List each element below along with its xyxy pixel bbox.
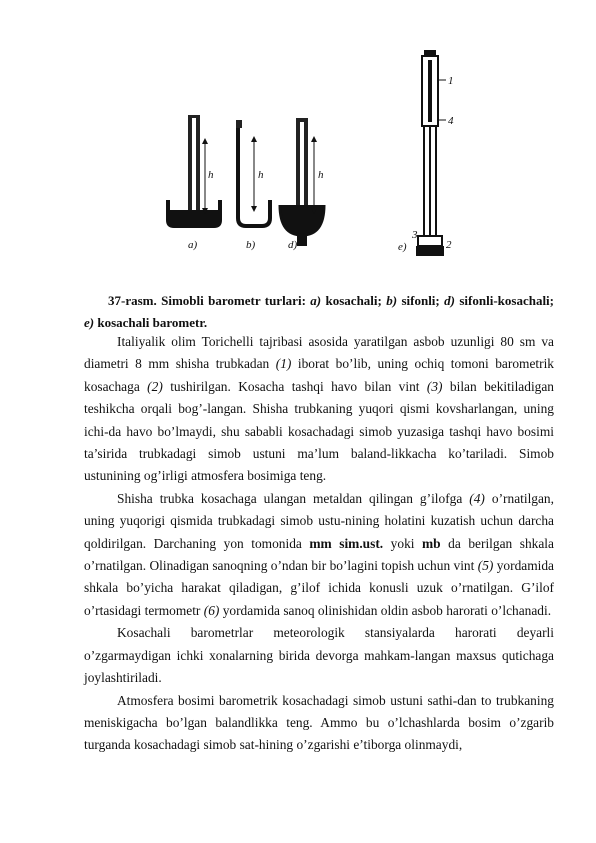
p1-text-1: Italiyalik olim Torichelli tajribasi asosida yaratilgan asbob uzunligi 80 sm va diametri 8 mm shisha trubkadan	[84, 334, 554, 372]
caption-a-text: kosachali;	[321, 293, 387, 308]
part-label-2: 2	[446, 239, 452, 251]
p4-text-1: Atmosfera bosimi barometrik kosachadagi simob ustuni sathi-dan to trubkaning meniskigacha bo’lgan balandlikka teng. Ammo bu o’lchashlarda bosim o’zgarib turganda kosachadagi simob sat-hining o’zgarishi e’tiborga olinmaydi,	[84, 692, 554, 753]
paragraph-3	[84, 622, 554, 689]
paragraph-1	[84, 331, 554, 488]
caption-d-text: sifonli-kosachali;	[454, 293, 554, 308]
part-label-4: 4	[448, 115, 454, 127]
part-label-3: 3	[412, 229, 418, 241]
p1-text-3: tushirilgan. Kosacha tashqi havo bilan vint	[162, 378, 427, 394]
label-b: b)	[246, 239, 256, 251]
label-d: d)	[288, 239, 298, 251]
p2-ref-1: (4)	[469, 490, 485, 506]
caption-e-text: kosachali barometr.	[94, 315, 208, 330]
height-label-d: h	[318, 169, 324, 181]
p2-ref-2: (5)	[477, 558, 494, 574]
body-text	[84, 331, 554, 757]
caption-e: e)	[84, 315, 95, 330]
label-a: a)	[188, 239, 198, 251]
cup-barometer-instrument-e	[398, 50, 454, 256]
p2-bold-1: mm sim.ust.	[309, 535, 384, 551]
p2-text-1: Shisha trubka kosachaga ulangan metaldan qilingan g’ilofga	[117, 490, 470, 506]
p2-text-4: da berilgan shkala o’rnatilgan. Olinadigan sanoqning o’ndan bir bo’lagini topish uchun vint	[84, 535, 554, 574]
p1-text-2: iborat bo’lib, uning ochiq tomoni barometrik kosachaga	[84, 356, 554, 394]
barometer-figure	[150, 40, 570, 265]
p2-text-6: yordamida sanoq olinishidan oldin asbob harorati o’lchanadi.	[219, 602, 552, 618]
caption-a: a)	[310, 293, 322, 308]
p2-ref-3: (6)	[203, 602, 220, 618]
p2-text-5: yordamida shkala bo’yicha harakat qiladigan, g’ilof ichida konusli uzuk o’rnatilgan. G’ilof o’rtasidagi termometr	[84, 558, 554, 618]
caption-d: d)	[444, 293, 455, 308]
p1-ref-1: (1)	[275, 356, 292, 372]
p3-text-1: Kosachali barometrlar meteorologik stansiyalarda harorati deyarli o’zgarmaydigan ichki xonalarning birida devorga mahkam-langan maxsus qutichaga joylashtiriladi.	[84, 625, 554, 686]
siphon-barometer-b	[236, 120, 270, 251]
caption-b: b)	[386, 293, 398, 308]
p2-bold-2: mb	[422, 535, 441, 551]
figure-caption	[84, 290, 554, 334]
caption-b-text: sifonli;	[397, 293, 445, 308]
p2-text-2: o’rnatilgan, uning yuqorigi qismida trubkadagi simob ustu-nining holatini kuzatish uchun darcha qoldirilgan. Darchaning yon tomonida	[84, 490, 554, 551]
part-label-1: 1	[448, 75, 454, 87]
paragraph-2	[84, 488, 554, 622]
cup-barometer-a	[168, 115, 220, 251]
paragraph-4	[84, 690, 554, 757]
label-e: e)	[398, 241, 407, 253]
height-label-a: h	[208, 169, 214, 181]
caption-lead: 37-rasm. Simobli barometr turlari:	[108, 293, 311, 308]
p1-text-4: bilan bekitiladigan teshikcha orqali bog’-langan. Shisha trubkaning yuqori qismi kovsharlangan, uning ichi-da havo bo’lmaydi, shu sababli kosachadagi simob yuzasiga tashqi havo bosimi ta’sirida trubkadagi simob ustuni ma’lum baland-likkacha ko’tariladi. Simob ustunining og’irligi atmosfera bosimiga teng.	[84, 378, 555, 484]
p1-ref-3: (3)	[426, 378, 443, 394]
siphon-cup-barometer-d	[280, 118, 324, 251]
height-label-b: h	[258, 169, 264, 181]
p1-ref-2: (2)	[147, 378, 163, 394]
p2-text-3: yoki	[383, 535, 423, 551]
